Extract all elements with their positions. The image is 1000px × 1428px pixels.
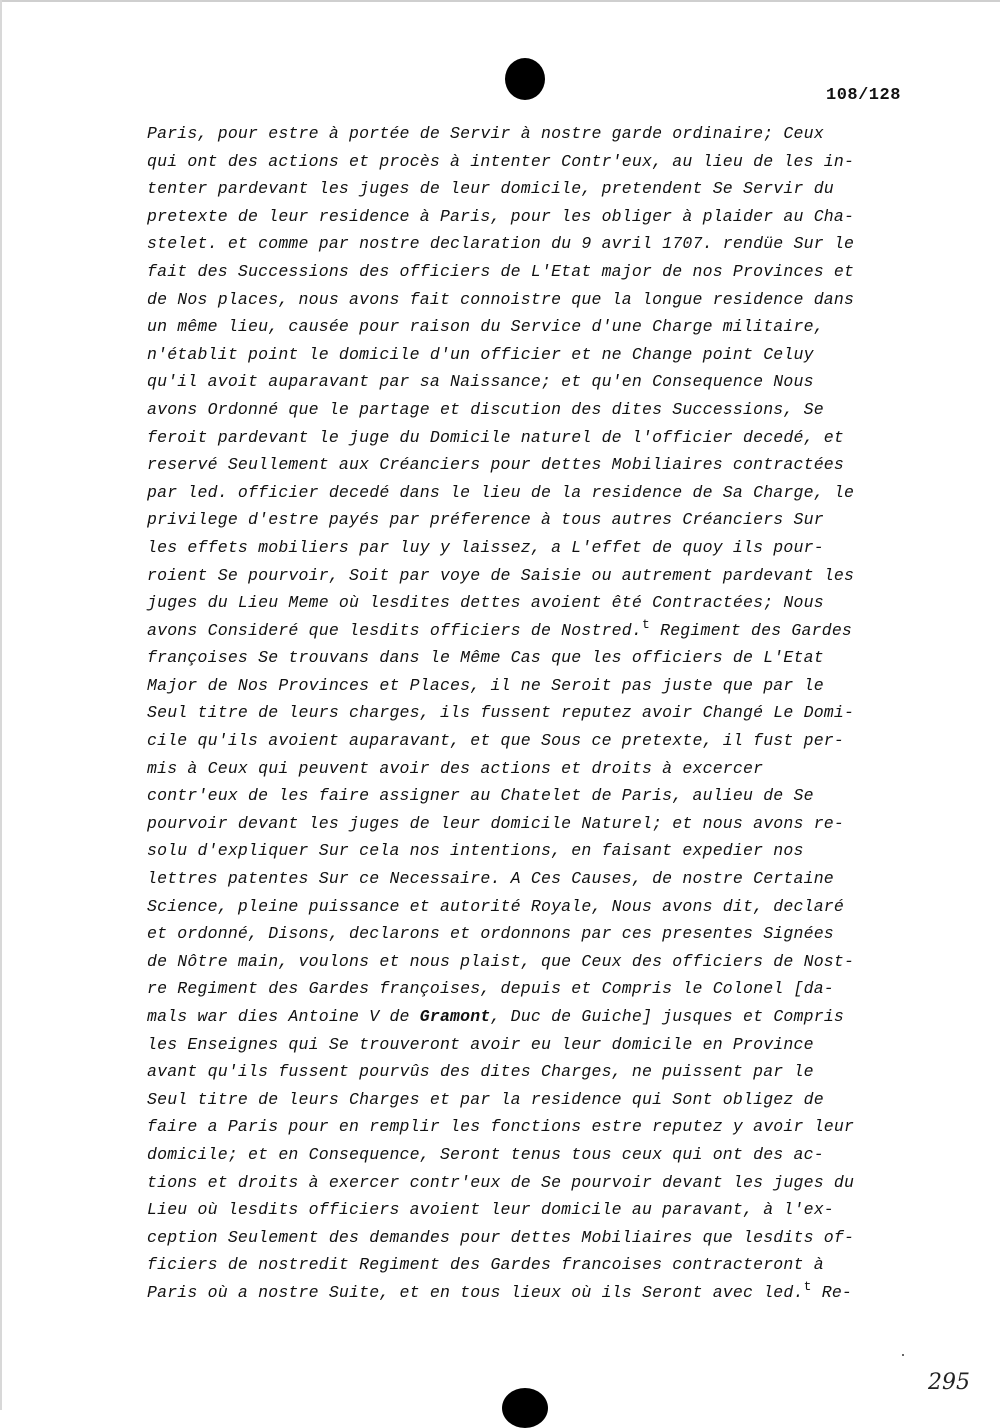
- text-line-segment: Science, pleine puissance et autorité Royale, Nous avons dit, declaré: [147, 896, 845, 916]
- text-line-segment: et ordonné, Disons, declarons et ordonnons par ces presentes Signées: [147, 924, 834, 944]
- text-line: [147, 727, 927, 755]
- page-number: 108/128: [826, 86, 901, 105]
- text-line: [147, 1196, 927, 1224]
- text-line-segment: pretexte de leur residence à Paris, pour les obliger à plaider au Cha-: [147, 206, 855, 226]
- text-line: [147, 534, 927, 562]
- text-line-segment: ficiers de nostredit Regiment des Gardes francoises contracteront à: [147, 1255, 824, 1275]
- text-line: [147, 755, 927, 783]
- punch-hole-bottom: [502, 1388, 548, 1428]
- text-line: [147, 341, 927, 369]
- text-line: [147, 1003, 927, 1031]
- text-line: [147, 286, 927, 314]
- text-line: [147, 313, 927, 341]
- superscript: t: [803, 1278, 812, 1294]
- text-line-segment: pourvoir devant les juges de leur domicile Naturel; et nous avons re-: [147, 813, 845, 833]
- text-line-segment: qui ont des actions et procès à intenter Contr'eux, au lieu de les in-: [147, 151, 855, 171]
- text-line: [147, 893, 927, 921]
- text-line-segment: n'établit point le domicile d'un officier et ne Change point Celuy: [147, 344, 814, 364]
- text-line-segment: avant qu'ils fussent pourvûs des dites Charges, ne puissent par le: [147, 1062, 814, 1082]
- text-line-segment: Seul titre de leurs charges, ils fussent reputez avoir Changé Le Domi-: [147, 703, 855, 723]
- text-line: [147, 1141, 927, 1169]
- text-line-segment: fait des Successions des officiers de L'Etat major de nos Provinces et: [147, 261, 855, 281]
- handwritten-folio-number: 295: [928, 1370, 970, 1395]
- text-line: [147, 479, 927, 507]
- text-line: [147, 617, 927, 645]
- superscript: t: [641, 616, 650, 632]
- text-line: [147, 562, 927, 590]
- text-line: [147, 1086, 927, 1114]
- text-line-segment: Paris, pour estre à portée de Servir à nostre garde ordinaire; Ceux: [147, 124, 824, 143]
- punch-hole-top: [505, 58, 545, 100]
- text-line-segment: de Nôtre main, voulons et nous plaist, que Ceux des officiers de Nost-: [147, 951, 855, 971]
- text-line-segment: solu d'expliquer Sur cela nos intentions, en faisant expedier nos: [147, 841, 804, 861]
- text-line-segment: re Regiment des Gardes françoises, depuis et Compris le Colonel [da-: [147, 979, 834, 999]
- stray-mark: [902, 1354, 904, 1356]
- text-line: [147, 258, 927, 286]
- text-line-segment: Major de Nos Provinces et Places, il ne Seroit pas juste que par le: [147, 675, 824, 695]
- text-line: [147, 230, 927, 258]
- text-line-segment: reservé Seullement aux Créanciers pour dettes Mobiliaires contractées: [147, 455, 845, 475]
- text-line-segment: de Nos places, nous avons fait connoistre que la longue residence dans: [147, 289, 855, 309]
- text-line-segment: ception Seulement des demandes pour dettes Mobiliaires que lesdits of-: [147, 1227, 855, 1247]
- bold-name: Gramont: [419, 1007, 491, 1026]
- text-line: [147, 782, 927, 810]
- text-line: [147, 948, 927, 976]
- text-line-segment: Re-: [811, 1282, 853, 1302]
- text-line: [147, 589, 927, 617]
- text-line-segment: par led. officier decedé dans le lieu de la residence de Sa Charge, le: [147, 482, 855, 502]
- text-line: [147, 865, 927, 893]
- text-line: [147, 148, 927, 176]
- text-line-segment: roient Se pourvoir, Soit par voye de Saisie ou autrement pardevant les: [147, 565, 855, 585]
- text-line: [147, 506, 927, 534]
- text-line: [147, 975, 927, 1003]
- text-line: [147, 1251, 927, 1279]
- page-top-edge: [0, 0, 1000, 2]
- text-line: [147, 1031, 927, 1059]
- text-line: [147, 699, 927, 727]
- body-text: [147, 120, 927, 1307]
- text-line: [147, 120, 927, 148]
- text-line: [147, 396, 927, 424]
- text-line-segment: mis à Ceux qui peuvent avoir des actions et droits à excercer: [147, 758, 764, 778]
- text-line-segment: Paris où a nostre Suite, et en tous lieux où ils Seront avec led.: [147, 1282, 804, 1302]
- text-line: [147, 1113, 927, 1141]
- text-line-segment: Seul titre de leurs Charges et par la residence qui Sont obligez de: [147, 1089, 824, 1109]
- text-line-segment: stelet. et comme par nostre declaration du 9 avril 1707. rendüe Sur le: [147, 234, 855, 254]
- text-line-segment: privilege d'estre payés par préference à tous autres Créanciers Sur: [147, 510, 824, 530]
- text-line: [147, 920, 927, 948]
- text-line-segment: domicile; et en Consequence, Seront tenus tous ceux qui ont des ac-: [147, 1144, 824, 1164]
- text-line-segment: qu'il avoit auparavant par sa Naissance; et qu'en Consequence Nous: [147, 372, 814, 392]
- text-line-segment: avons Consideré que lesdits officiers de Nostred.: [147, 620, 642, 640]
- text-line: [147, 837, 927, 865]
- text-line-segment: Lieu où lesdits officiers avoient leur domicile au paravant, à l'ex-: [147, 1200, 834, 1220]
- text-line-segment: avons Ordonné que le partage et discution des dites Successions, Se: [147, 399, 824, 419]
- text-line-segment: tions et droits à exercer contr'eux de Se pourvoir devant les juges du: [147, 1172, 855, 1192]
- text-line-segment: feroit pardevant le juge du Domicile naturel de l'officier decedé, et: [147, 427, 845, 447]
- page-left-edge: [0, 0, 2, 1410]
- text-line: [147, 424, 927, 452]
- text-line: [147, 1169, 927, 1197]
- text-line: [147, 368, 927, 396]
- text-line-segment: Regiment des Gardes: [650, 620, 853, 640]
- text-line: [147, 810, 927, 838]
- text-line: [147, 451, 927, 479]
- text-line-segment: mals war dies Antoine V de: [147, 1007, 420, 1026]
- text-line-segment: cile qu'ils avoient auparavant, et que Sous ce pretexte, il fust per-: [147, 731, 845, 751]
- text-line-segment: , Duc de Guiche] jusques et Compris: [490, 1007, 845, 1026]
- text-line: [147, 1058, 927, 1086]
- text-line-segment: un même lieu, causée pour raison du Service d'une Charge militaire,: [147, 317, 824, 337]
- text-line-segment: les Enseignes qui Se trouveront avoir eu leur domicile en Province: [147, 1034, 814, 1054]
- text-line-segment: lettres patentes Sur ce Necessaire. A Ces Causes, de nostre Certaine: [147, 869, 834, 889]
- text-line: [147, 644, 927, 672]
- text-line-segment: les effets mobiliers par luy y laissez, a L'effet de quoy ils pour-: [147, 537, 824, 557]
- text-line-segment: juges du Lieu Meme où lesdites dettes avoient êté Contractées; Nous: [147, 593, 824, 613]
- text-line: [147, 672, 927, 700]
- text-line-segment: faire a Paris pour en remplir les fonctions estre reputez y avoir leur: [147, 1117, 855, 1137]
- text-line: [147, 175, 927, 203]
- text-line: [147, 1279, 927, 1307]
- text-line-segment: tenter pardevant les juges de leur domicile, pretendent Se Servir du: [147, 179, 834, 199]
- text-line: [147, 1224, 927, 1252]
- text-line: [147, 203, 927, 231]
- text-line-segment: françoises Se trouvans dans le Même Cas que les officiers de L'Etat: [147, 648, 824, 668]
- text-line-segment: contr'eux de les faire assigner au Chatelet de Paris, aulieu de Se: [147, 786, 814, 806]
